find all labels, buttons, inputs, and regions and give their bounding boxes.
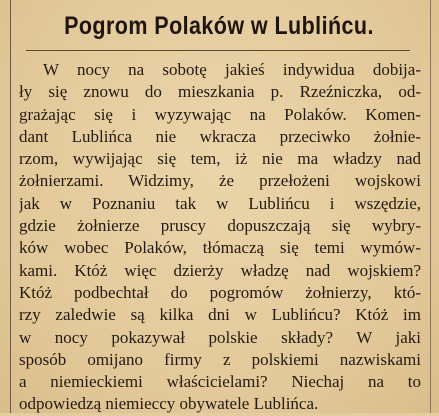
article-line-11: Któż podbechtał do pogromów żołnierzy, któ- [19, 282, 421, 302]
article-line-3: grażając się i wyzywając na Polaków. Komen- [19, 104, 421, 124]
article-line-2: ły się znowu do mieszkania p. Rzeźniczka, od- [19, 82, 421, 102]
column-rule-left [10, 0, 11, 413]
article-line-1: W nocy na sobotę jakieś indywidua dobija- [43, 60, 421, 79]
article-line-5: rzom, wywijając się tem, iż nie ma władzy nad [19, 149, 421, 169]
article-line-10: kami. Któż więc dzierży władzę nad wojskiem? [19, 260, 421, 280]
article-line-13: w nocy pokazywał polskie składy? W jaki [19, 327, 421, 347]
article-line-14: sposób omijano firmy z polskiemi nazwiskami [19, 349, 421, 369]
article-line-16: odpowiedzą niemieccy obywatele Lublińca. [19, 394, 319, 414]
article-line-6: żołnierzami. Widzimy, że przełożeni wojskowi [19, 171, 421, 191]
article-line-8: gdzie żołnierze pruscy dopuszczają się wybry- [19, 216, 421, 236]
article-line-7: jak w Poznaniu tak w Lublińcu i wszędzie, [19, 193, 421, 213]
article-line-4: dant Lublińca nie wkracza przeciwko żołnie- [19, 126, 421, 146]
column-rule-right [430, 0, 431, 413]
article-line-12: rzy zaledwie są kilka dni w Lublińcu? Któż im [19, 305, 421, 325]
article-body [19, 59, 421, 416]
article-line-15: a niemieckiemi właścicielami? Niechaj na to [19, 372, 421, 392]
article-headline: Pogrom Polaków w Lublińcu. [64, 12, 374, 40]
headline-divider [26, 50, 410, 51]
article-line-9: ków wobec Polaków, tłómaczą się temi wymów- [19, 238, 421, 258]
